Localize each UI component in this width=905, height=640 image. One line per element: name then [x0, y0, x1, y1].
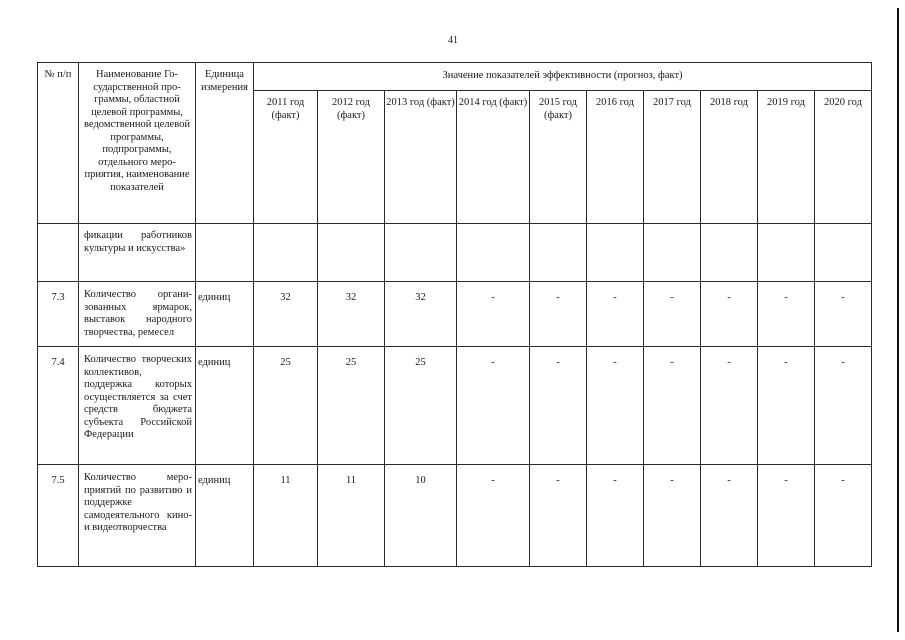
cell-value: 11	[254, 465, 318, 567]
cell-value: 25	[318, 347, 385, 465]
cell-num	[38, 224, 79, 282]
cell-unit: единиц	[196, 347, 254, 465]
cell-value: -	[758, 282, 815, 347]
cell-value: 25	[254, 347, 318, 465]
cell-value: -	[457, 282, 530, 347]
cell-unit: единиц	[196, 465, 254, 567]
cell-value: -	[644, 347, 701, 465]
col-header-group: Значение показателей эффективности (прогноз, факт)	[254, 63, 872, 91]
cell-value: -	[701, 347, 758, 465]
cell-name: Количество мероприятий по развитию и поддержке самодеятельного кино- и видеотворчества	[79, 465, 196, 567]
cell-value: 10	[385, 465, 457, 567]
table-row	[38, 282, 872, 347]
year-header: 2019 год	[758, 91, 815, 224]
col-header-name: Наименование Государственной программы, областной целевой программы, ведомственной целевой программы, подпрограммы, отдельного мероприятия, наименование показателей	[79, 63, 196, 224]
cell-unit: единиц	[196, 282, 254, 347]
cell-value	[815, 224, 872, 282]
page-edge-line	[897, 8, 899, 632]
cell-value: -	[457, 347, 530, 465]
cell-value: -	[644, 282, 701, 347]
cell-value: -	[530, 282, 587, 347]
header-row-top	[38, 63, 872, 91]
cell-value: -	[815, 282, 872, 347]
cell-value: -	[701, 282, 758, 347]
year-header: 2011 год (факт)	[254, 91, 318, 224]
cell-name: Количество организованных ярмарок, выставок народного творчества, ремесел	[79, 282, 196, 347]
cell-value	[530, 224, 587, 282]
cell-value: -	[644, 465, 701, 567]
cell-num: 7.3	[38, 282, 79, 347]
cell-value: -	[758, 465, 815, 567]
col-header-unit: Единица измерения	[196, 63, 254, 224]
year-header: 2015 год (факт)	[530, 91, 587, 224]
cell-value	[587, 224, 644, 282]
cell-name: Количество творческих коллективов, поддержка которых осуществляется за счет средств бюджета субъекта Российской Федерации	[79, 347, 196, 465]
cell-unit	[196, 224, 254, 282]
cell-value: -	[701, 465, 758, 567]
cell-value: 25	[385, 347, 457, 465]
cell-value: 32	[385, 282, 457, 347]
cell-value: 11	[318, 465, 385, 567]
cell-value	[318, 224, 385, 282]
indicators-table	[37, 62, 872, 567]
cell-value: 32	[318, 282, 385, 347]
cell-value: -	[530, 347, 587, 465]
year-header: 2016 год	[587, 91, 644, 224]
cell-value	[644, 224, 701, 282]
cell-value: 32	[254, 282, 318, 347]
cell-num: 7.4	[38, 347, 79, 465]
cell-value	[254, 224, 318, 282]
table-row	[38, 347, 872, 465]
cell-value: -	[587, 347, 644, 465]
cell-value: -	[815, 465, 872, 567]
cell-value: -	[815, 347, 872, 465]
cell-value: -	[457, 465, 530, 567]
cell-value: -	[587, 282, 644, 347]
cell-name: фикации работников культуры и искусства»	[79, 224, 196, 282]
continuation-row	[38, 224, 872, 282]
cell-value: -	[587, 465, 644, 567]
page-number: 41	[448, 35, 458, 46]
cell-num: 7.5	[38, 465, 79, 567]
year-header: 2014 год (факт)	[457, 91, 530, 224]
col-header-num: № п/п	[38, 63, 79, 224]
year-header: 2017 год	[644, 91, 701, 224]
year-header: 2018 год	[701, 91, 758, 224]
cell-value	[385, 224, 457, 282]
cell-value	[758, 224, 815, 282]
cell-value	[701, 224, 758, 282]
year-header: 2013 год (факт)	[385, 91, 457, 224]
cell-value	[457, 224, 530, 282]
table-row	[38, 465, 872, 567]
cell-value: -	[530, 465, 587, 567]
cell-value: -	[758, 347, 815, 465]
year-header: 2020 год	[815, 91, 872, 224]
year-header: 2012 год (факт)	[318, 91, 385, 224]
